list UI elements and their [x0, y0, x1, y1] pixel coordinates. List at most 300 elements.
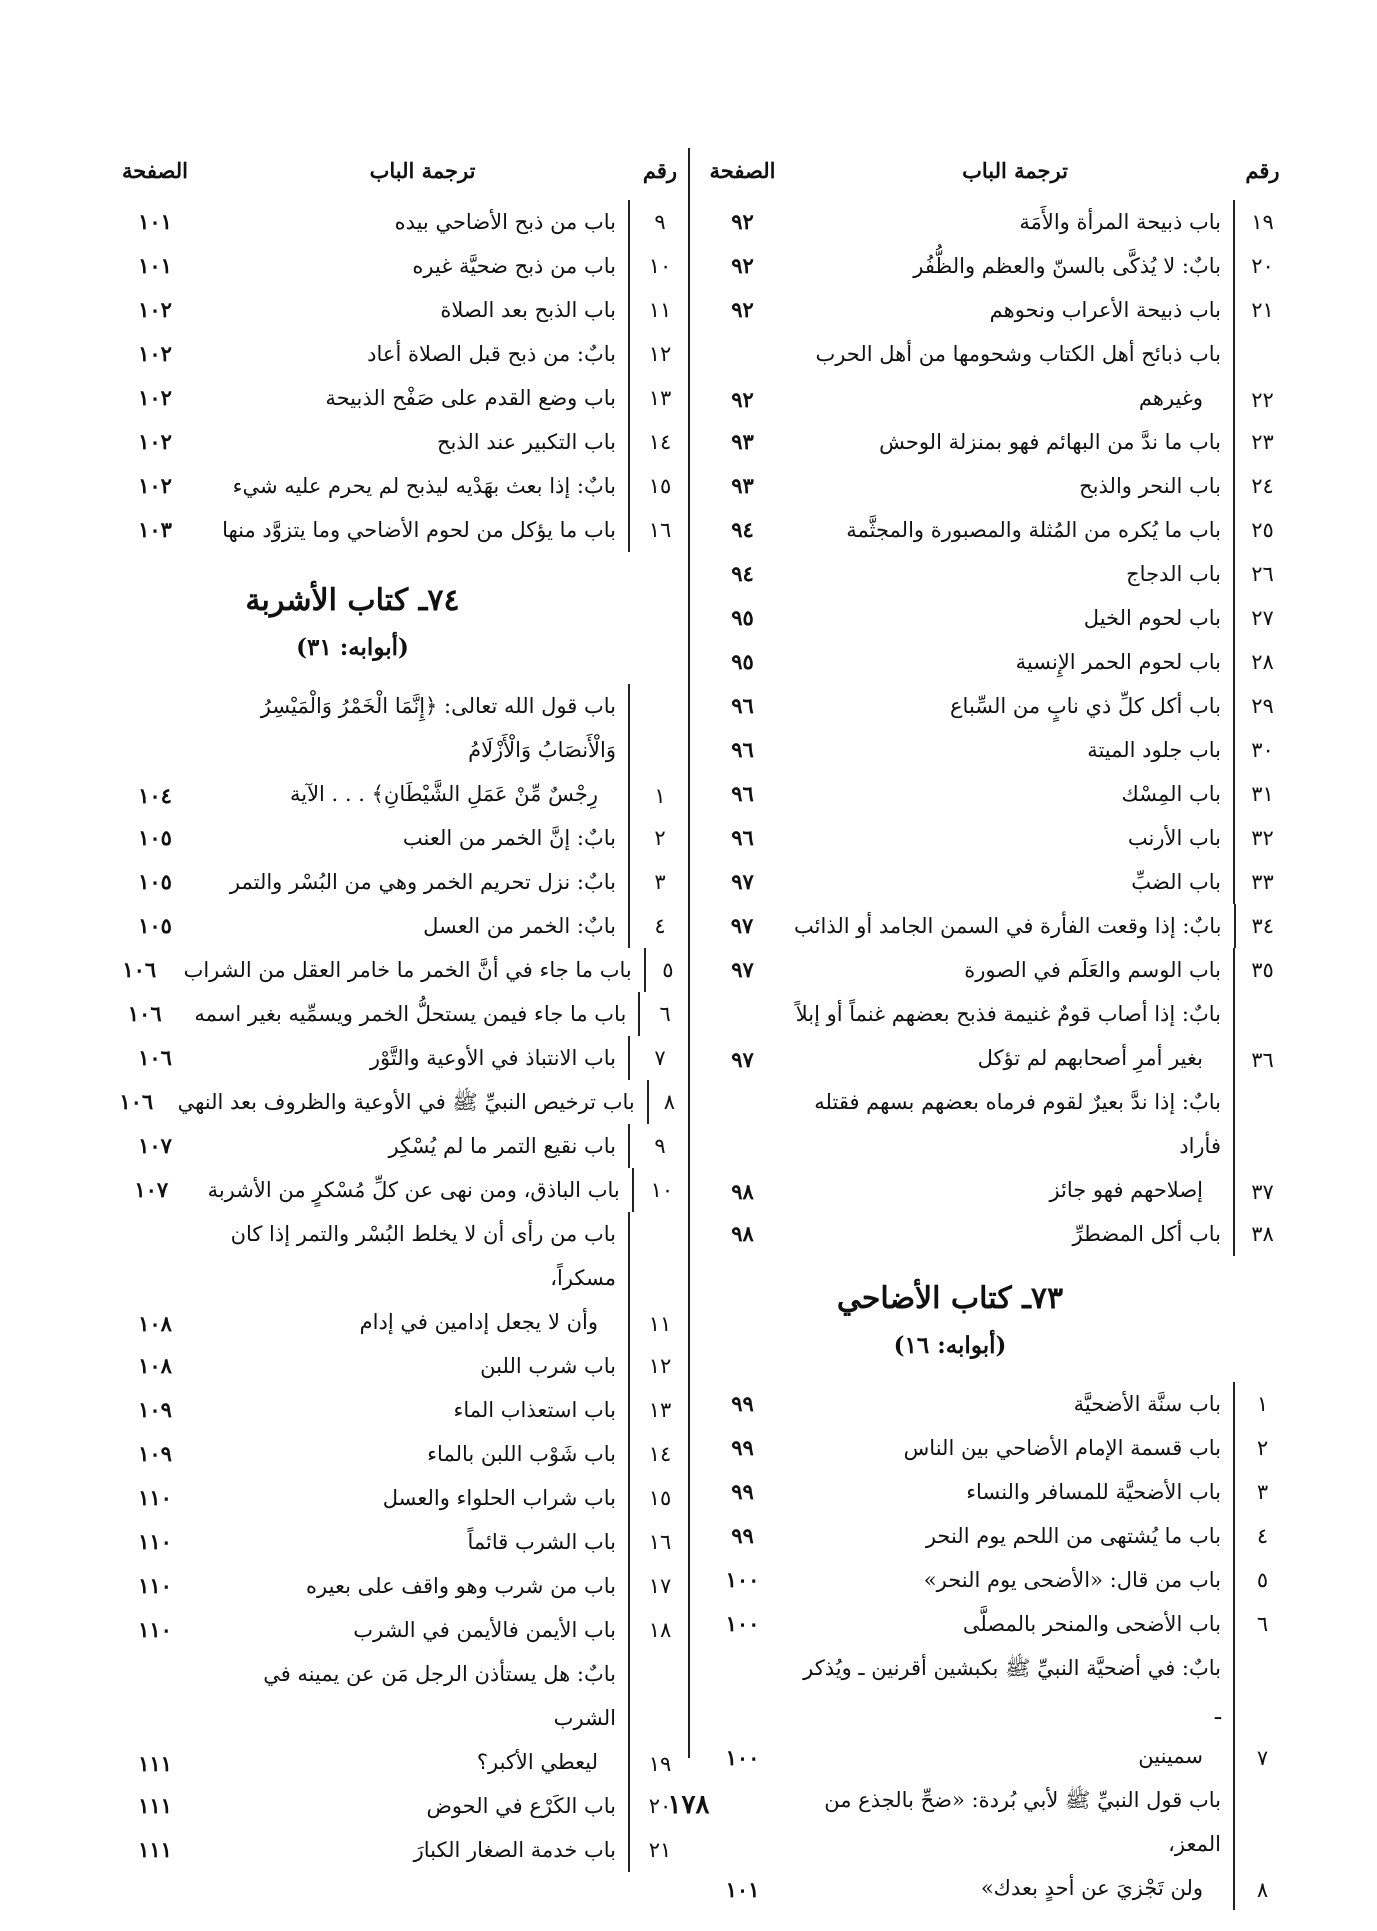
entry-number: ٥	[644, 948, 690, 992]
header-num: رقم	[1245, 157, 1280, 183]
entry-title	[795, 244, 1233, 288]
entry-title	[795, 508, 1233, 552]
entry-title	[178, 1080, 647, 1124]
entry-title-line: بابٌ: إذا أصاب قومٌ غنيمة فذبح بعضهم غنماً أو إبلاً	[795, 1002, 1221, 1026]
header-title: ترجمة الباب	[369, 157, 476, 183]
entry-page: ٩٥	[731, 649, 754, 674]
entry-title	[795, 1558, 1233, 1602]
entry-page: ٩٦	[731, 737, 754, 762]
index-entry	[690, 992, 1290, 1080]
entry-number: ٤	[1233, 1514, 1290, 1558]
entry-page: ١٠٤	[138, 783, 172, 808]
entry-title-line: باب لحوم الحمر الإِنسية	[1015, 650, 1221, 674]
entry-title-line: بابٌ: لا يُذكَّى بالسنّ والعظم والظُّفُر	[913, 254, 1221, 278]
entry-title-line: بابٌ: في أضحيَّة النبيِّ ﷺ بكبشين أقرنين ـ ويُذكر ـ	[803, 1656, 1221, 1724]
entry-title-line: بغير أمرِ أصحابهم لم تؤكل	[977, 1046, 1203, 1070]
entry-title	[215, 332, 628, 376]
index-entry	[690, 1212, 1290, 1256]
header-page: الصفحة	[709, 157, 776, 183]
entry-number: ٣٥	[1233, 948, 1290, 992]
entry-title-line: بابٌ: من ذبح قبل الصلاة أعاد	[367, 342, 616, 366]
index-entry	[690, 728, 1290, 772]
entry-number: ١	[1233, 1382, 1290, 1426]
entry-title	[215, 464, 628, 508]
index-entry	[690, 860, 1290, 904]
entry-title	[215, 1432, 628, 1476]
entry-title	[215, 288, 628, 332]
column-header	[95, 140, 690, 200]
entry-number: ١٢	[628, 332, 690, 376]
entry-page: ٩٩	[731, 1435, 754, 1460]
entry-number: ٦	[638, 992, 690, 1036]
entry-number: ٢٢	[1233, 332, 1290, 420]
entry-list	[95, 684, 690, 1872]
entry-title	[795, 860, 1233, 904]
entry-number: ٢١	[1233, 288, 1290, 332]
index-entry	[95, 288, 690, 332]
entry-title-line: بابٌ: إذا وقعت الفأرة في السمن الجامد أو الذائب	[794, 914, 1222, 938]
index-entry	[95, 1080, 690, 1124]
entry-title	[795, 728, 1233, 772]
entry-page: ١١٠	[138, 1573, 172, 1598]
entry-page: ١٠٦	[138, 1045, 172, 1070]
index-entry	[690, 1080, 1290, 1212]
index-entry	[95, 332, 690, 376]
index-entry	[95, 508, 690, 552]
index-entry	[690, 508, 1290, 552]
entry-title	[215, 244, 628, 288]
entry-title-line: بابٌ: الخمر من العسل	[423, 914, 616, 938]
entry-page: ٩٩	[731, 1479, 754, 1504]
index-entry	[690, 420, 1290, 464]
header-num: رقم	[642, 157, 678, 183]
entry-number: ١٦	[628, 508, 690, 552]
index-entry	[690, 332, 1290, 420]
entry-number: ١٤	[628, 1432, 690, 1476]
index-entry	[690, 1470, 1290, 1514]
index-entry	[95, 948, 690, 992]
entry-number: ١٣	[628, 1388, 690, 1432]
entry-title-line: باب من ذبح الأضاحي بيده	[394, 210, 616, 234]
entry-number: ٣٨	[1233, 1212, 1290, 1256]
entry-number: ٣٧	[1233, 1080, 1290, 1212]
entry-title-line: باب شراب الحلواء والعسل	[382, 1486, 616, 1510]
index-entry	[690, 552, 1290, 596]
index-entry	[690, 1602, 1290, 1646]
entry-page: ٩٦	[731, 693, 754, 718]
entry-title	[795, 596, 1233, 640]
entry-title-line: باب خدمة الصغار الكبارَ	[413, 1838, 616, 1862]
entry-page: ٩٢	[731, 387, 754, 412]
index-entry	[690, 1426, 1290, 1470]
entry-title-line: باب أكل المضطرِّ	[1072, 1222, 1221, 1246]
entry-title	[795, 1212, 1233, 1256]
entry-title	[215, 684, 628, 816]
entry-title	[795, 332, 1233, 420]
index-entry	[690, 684, 1290, 728]
entry-page: ١٠٢	[138, 297, 172, 322]
index-entry	[95, 1608, 690, 1652]
entry-title-line: باب ذبيحة الأعراب ونحوهم	[989, 298, 1221, 322]
entry-title-line: باب الشرب قائماً	[467, 1530, 616, 1554]
entry-page: ٩٥	[731, 605, 754, 630]
entry-title	[795, 288, 1233, 332]
entry-title-line: باب ذبائح أهل الكتاب وشحومها من أهل الحرب	[815, 342, 1221, 366]
entry-title	[795, 1080, 1233, 1212]
entry-number: ٦	[1233, 1602, 1290, 1646]
index-entry	[95, 1476, 690, 1520]
entry-title	[795, 1514, 1233, 1558]
entry-title-line: باب المِسْك	[1121, 782, 1221, 806]
entry-number: ٢٠	[628, 1784, 690, 1828]
entry-title-line: باب استعذاب الماء	[453, 1398, 616, 1422]
entry-page: ١٠١	[725, 1877, 760, 1902]
entry-title-line: وأن لا يجعل إدامين في إدام	[359, 1310, 598, 1334]
entry-title-line: باب قسمة الإمام الأضاحي بين الناس	[903, 1436, 1221, 1460]
entry-title	[794, 904, 1233, 948]
entry-title	[215, 1388, 628, 1432]
entry-number: ١١	[628, 288, 690, 332]
entry-number: ١٠	[632, 1168, 690, 1212]
section-title: ٧٤ـ كتاب الأشربة	[245, 583, 460, 618]
entry-page: ١٠٠	[725, 1745, 760, 1770]
left-column	[95, 140, 690, 1872]
entry-title	[795, 640, 1233, 684]
index-entry	[95, 1388, 690, 1432]
entry-page: ١٠٠	[725, 1567, 760, 1592]
entry-page: ١٠٥	[138, 825, 172, 850]
entry-title	[215, 1520, 628, 1564]
entry-title-line: بابٌ: هل يستأذن الرجل مَن عن يمينه في الشرب	[263, 1662, 616, 1730]
entry-title	[795, 684, 1233, 728]
entry-title	[795, 992, 1233, 1080]
entry-page: ٩٩	[731, 1523, 754, 1548]
entry-title-line: باب لحوم الخيل	[1083, 606, 1221, 630]
entry-page: ٩٧	[731, 957, 754, 982]
index-entry	[690, 244, 1290, 288]
entry-page: ٩٤	[731, 561, 754, 586]
entry-title	[795, 464, 1233, 508]
entry-title-line: باب وضع القدم على صَفْح الذبيحة	[325, 386, 616, 410]
entry-page: ١١١	[138, 1837, 172, 1862]
entry-title	[215, 508, 628, 552]
entry-number: ١٩	[1233, 200, 1290, 244]
index-entry	[95, 1564, 690, 1608]
entry-number: ٨	[647, 1080, 690, 1124]
entry-title	[215, 904, 628, 948]
entry-number: ١٨	[628, 1608, 690, 1652]
entry-page: ١١١	[138, 1793, 172, 1818]
entry-list	[690, 200, 1290, 1256]
entry-title-line: باب الكَرْع في الحوض	[426, 1794, 616, 1818]
entry-number: ١٦	[628, 1520, 690, 1564]
index-entry	[690, 1646, 1290, 1778]
entry-page: ١٠٢	[138, 473, 172, 498]
index-entry	[690, 1514, 1290, 1558]
entry-title-line: باب ما جاء فيمن يستحلُّ الخمر ويسمِّيه بغير اسمه	[194, 1002, 627, 1026]
entry-number: ٢٣	[1233, 420, 1290, 464]
entry-number: ٢٩	[1233, 684, 1290, 728]
entry-title-line: باب من قال: «الأضحى يوم النحر»	[923, 1568, 1221, 1592]
entry-title-line: باب ما يُكره من المُثلة والمصبورة والمجثَّمة	[846, 518, 1221, 542]
index-entry	[95, 816, 690, 860]
entry-title-line: باب قول الله تعالى: ﴿إِنَّمَا الْخَمْرُ وَالْمَيْسِرُ وَالْأَنصَابُ وَالْأَزْلَامُ	[260, 694, 616, 762]
entry-title-line: بابٌ: إذا ندَّ بعيرٌ لقوم فرماه بعضهم بسهم فقتله فأراد	[814, 1090, 1221, 1158]
index-entry	[95, 200, 690, 244]
entry-title-line: بابٌ: إنَّ الخمر من العنب	[402, 826, 616, 850]
entry-page: ١٠٩	[138, 1397, 172, 1422]
entry-title-line: باب النحر والذبح	[1079, 474, 1221, 498]
entry-page: ٩٤	[731, 517, 754, 542]
entry-number: ٢١	[628, 1828, 690, 1872]
entry-number: ٣٠	[1233, 728, 1290, 772]
entry-page: ١٠٢	[138, 385, 172, 410]
index-entry	[95, 992, 690, 1036]
entry-number: ٢٨	[1233, 640, 1290, 684]
entry-title	[215, 816, 628, 860]
entry-number: ٥	[1233, 1558, 1290, 1602]
entry-number: ١١	[628, 1212, 690, 1344]
column-header	[690, 140, 1290, 200]
entry-title-line: باب شَوْب اللبن بالماء	[427, 1442, 616, 1466]
entry-page: ١٠٣	[138, 517, 172, 542]
index-entry	[95, 244, 690, 288]
entry-title-line: باب شرب اللبن	[480, 1354, 616, 1378]
entry-number: ٢٦	[1233, 552, 1290, 596]
entry-title-line: باب من شرب وهو واقف على بعيره	[306, 1574, 616, 1598]
index-entry	[690, 200, 1290, 244]
entry-title-line: باب ما يُشتهى من اللحم يوم النحر	[925, 1524, 1221, 1548]
entry-page: ١٠٠	[725, 1611, 760, 1636]
entry-title	[795, 1382, 1233, 1426]
entry-number: ٩	[628, 1124, 690, 1168]
entry-title-line: باب ذبيحة المرأة والأَمَة	[1019, 210, 1221, 234]
entry-page: ١٠٧	[134, 1177, 169, 1202]
index-entry	[95, 860, 690, 904]
index-entry	[95, 1168, 690, 1212]
entry-number: ٢٠	[1233, 244, 1290, 288]
entry-number: ١٣	[628, 376, 690, 420]
entry-title	[215, 1124, 628, 1168]
entry-title-line: باب أكل كلِّ ذي نابٍ من السِّباع	[950, 694, 1221, 718]
section-subtitle: (أبوابه: ١٦)	[893, 1332, 1007, 1359]
entry-number: ٩	[628, 200, 690, 244]
entry-title	[208, 1168, 632, 1212]
entry-title	[215, 200, 628, 244]
entry-title	[795, 552, 1233, 596]
entry-page: ١٠٧	[138, 1133, 172, 1158]
entry-page: ٩٧	[730, 913, 754, 938]
index-entry	[95, 1344, 690, 1388]
index-entry	[690, 288, 1290, 332]
entry-number: ٨	[1233, 1778, 1290, 1910]
entry-title-line: باب الأرنب	[1127, 826, 1221, 850]
entry-title-line: بابٌ: نزل تحريم الخمر وهي من البُسْر والتمر	[229, 870, 616, 894]
entry-title-line: باب الدجاج	[1126, 562, 1221, 586]
entry-number: ١٤	[628, 420, 690, 464]
entry-page: ١١٠	[138, 1485, 172, 1510]
entry-number: ١٢	[628, 1344, 690, 1388]
entry-title-line: باب قول النبيِّ ﷺ لأبي بُردة: «ضحِّ بالجذع من المعز،	[824, 1788, 1221, 1856]
index-entry	[690, 948, 1290, 992]
entry-number: ٣٣	[1233, 860, 1290, 904]
entry-number: ٣٦	[1233, 992, 1290, 1080]
section-title: ٧٣ـ كتاب الأضاحي	[836, 1281, 1064, 1316]
index-entry	[95, 1520, 690, 1564]
entry-title-line: باب ما يؤكل من لحوم الأضاحي وما يتزوَّد منها	[222, 518, 616, 542]
entry-number: ٢	[628, 816, 690, 860]
index-entry	[95, 464, 690, 508]
entry-number: ٧	[628, 1036, 690, 1080]
entry-title-line: بابٌ: إذا بعث بهَدْيه ليذبح لم يحرم عليه شيء	[232, 474, 616, 498]
entry-number: ١٧	[628, 1564, 690, 1608]
entry-page: ١٠٥	[138, 869, 172, 894]
entry-number: ٣	[628, 860, 690, 904]
index-entry	[95, 1212, 690, 1344]
entry-number: ٣٤	[1234, 904, 1291, 948]
entry-title	[795, 772, 1233, 816]
entry-page: ٩٩	[731, 1391, 754, 1416]
page-number: ١٧٨	[667, 1790, 710, 1820]
entry-title	[795, 1426, 1233, 1470]
entry-page: ٩٧	[731, 1047, 754, 1072]
entry-title-line: إصلاحهم فهو جائز	[1049, 1178, 1203, 1202]
index-entry	[95, 1124, 690, 1168]
entry-number: ٤	[628, 904, 690, 948]
entry-list	[95, 200, 690, 552]
entry-page: ٩٦	[731, 781, 754, 806]
entry-number: ١٥	[628, 464, 690, 508]
entry-title-line: وغيرهم	[1138, 386, 1203, 410]
entry-title	[215, 420, 628, 464]
entry-title-line: باب الباذق، ومن نهى عن كلِّ مُسْكرٍ من الأشربة	[207, 1178, 620, 1202]
entry-title	[215, 1652, 628, 1784]
index-entry	[95, 904, 690, 948]
entry-page: ١١٠	[138, 1617, 172, 1642]
entry-number: ١٠	[628, 244, 690, 288]
entry-title-line: باب ما جاء في أنَّ الخمر ما خامر العقل من الشراب	[183, 958, 632, 982]
index-entry	[690, 772, 1290, 816]
index-entry	[690, 1558, 1290, 1602]
entry-number: ٢٧	[1233, 596, 1290, 640]
entry-page: ١٠٥	[138, 913, 172, 938]
entry-page: ٩٢	[731, 253, 754, 278]
entry-title-line: باب الوسم والعَلَم في الصورة	[964, 958, 1221, 982]
entry-page: ٩٦	[731, 825, 754, 850]
index-entry	[690, 596, 1290, 640]
index-entry	[95, 1828, 690, 1872]
entry-page: ٩٢	[731, 209, 754, 234]
entry-number: ٧	[1233, 1646, 1290, 1778]
entry-page: ١٠٨	[138, 1311, 172, 1336]
entry-title	[215, 1344, 628, 1388]
entry-page: ١٠٨	[138, 1353, 172, 1378]
entry-number: ١٩	[628, 1652, 690, 1784]
entry-title-line: باب الأضحيَّة للمسافر والنساء	[966, 1480, 1221, 1504]
entry-list	[690, 1382, 1290, 1910]
entry-title-line: باب التكبير عند الذبح	[436, 430, 616, 454]
entry-title	[215, 1564, 628, 1608]
entry-title-line: ولن تَجْزيَ عن أحدٍ بعدك»	[980, 1876, 1203, 1900]
entry-title-line: باب الضبِّ	[1131, 870, 1221, 894]
header-title: ترجمة الباب	[962, 157, 1068, 183]
index-entry	[690, 464, 1290, 508]
entry-page: ١٠٦	[119, 1089, 154, 1114]
entry-title-line: باب من ذبح ضحيَّة غيره	[412, 254, 616, 278]
entry-title	[194, 992, 638, 1036]
entry-page: ١٠١	[138, 209, 172, 234]
index-entry	[95, 1036, 690, 1080]
entry-title	[795, 420, 1233, 464]
entry-page: ١٠٩	[138, 1441, 172, 1466]
entry-page: ١٠١	[138, 253, 172, 278]
index-entry	[95, 1652, 690, 1784]
section-subtitle: (أبوابه: ٣١)	[296, 634, 409, 661]
entry-title	[795, 1602, 1233, 1646]
entry-number: ٣	[1233, 1470, 1290, 1514]
entry-title-line: باب سنَّة الأضحيَّة	[1073, 1392, 1221, 1416]
entry-title	[795, 1470, 1233, 1514]
index-entry	[690, 640, 1290, 684]
entry-number: ٢	[1233, 1426, 1290, 1470]
entry-title	[215, 376, 628, 420]
entry-title	[795, 948, 1233, 992]
entry-page: ٩٣	[731, 473, 754, 498]
entry-number: ٣٢	[1233, 816, 1290, 860]
index-entry	[95, 1432, 690, 1476]
header-page: الصفحة	[122, 157, 188, 183]
entry-number: ٣١	[1233, 772, 1290, 816]
index-entry	[95, 376, 690, 420]
index-entry	[95, 420, 690, 464]
entry-title-line: باب نقيع التمر ما لم يُسْكِر	[388, 1134, 616, 1158]
entry-title-line: باب من رأى أن لا يخلط البُسْر والتمر إذا كان مسكراً،	[230, 1222, 616, 1290]
entry-title-line: باب الذبح بعد الصلاة	[440, 298, 616, 322]
entry-title-line: باب ما ندَّ من البهائم فهو بمنزلة الوحش	[879, 430, 1221, 454]
index-entry	[690, 816, 1290, 860]
entry-page: ٩٨	[731, 1221, 754, 1246]
entry-number: ١	[628, 684, 690, 816]
entry-title	[184, 948, 644, 992]
entry-title-line: باب ترخيص النبيِّ ﷺ في الأوعية والظروف بعد النهي	[177, 1090, 635, 1114]
entry-page: ١٠٢	[138, 341, 172, 366]
entry-title-line: رِجْسٌ مِّنْ عَمَلِ الشَّيْطَانِ﴾ . . . الآية	[289, 782, 598, 806]
entry-title	[215, 1212, 628, 1344]
entry-title-line: سمينين	[1138, 1744, 1203, 1768]
entry-page: ١٠٢	[138, 429, 172, 454]
entry-page: ١٠٦	[127, 1001, 162, 1026]
entry-title	[215, 860, 628, 904]
entry-number: ٢٤	[1233, 464, 1290, 508]
entry-page: ١١١	[138, 1751, 172, 1776]
entry-title	[215, 1036, 628, 1080]
index-entry	[95, 684, 690, 816]
entry-number: ١٥	[628, 1476, 690, 1520]
entry-number: ٢٥	[1233, 508, 1290, 552]
entry-title	[795, 200, 1233, 244]
right-column	[690, 140, 1290, 1910]
entry-title	[215, 1608, 628, 1652]
entry-title-line: ليعطي الأكبر؟	[476, 1750, 598, 1774]
entry-title-line: باب الأضحى والمنحر بالمصلَّى	[962, 1612, 1221, 1636]
index-entry	[690, 1382, 1290, 1426]
index-entry	[690, 904, 1290, 948]
entry-title-line: باب الأيمن فالأيمن في الشرب	[353, 1618, 616, 1642]
entry-page: ٩٨	[731, 1179, 754, 1204]
entry-title	[795, 1646, 1233, 1778]
entry-title-line: باب الانتباذ في الأوعية والتَّوْر	[369, 1046, 616, 1070]
entry-page: ٩٧	[731, 869, 754, 894]
